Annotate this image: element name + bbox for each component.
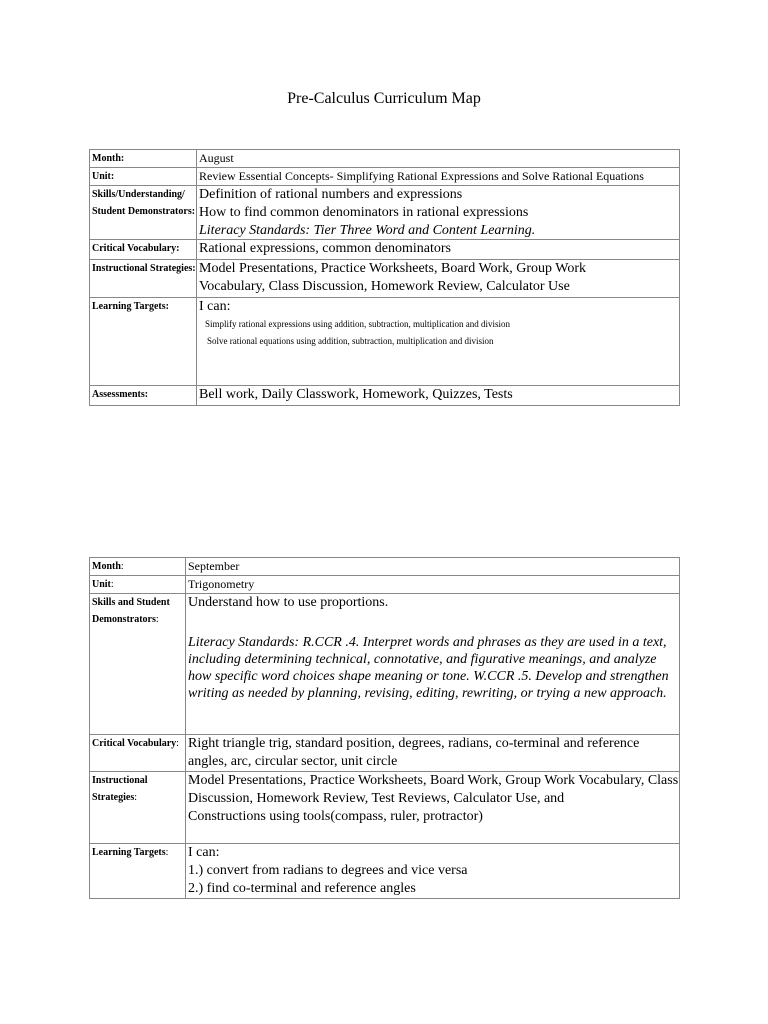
targets-label: Learning Targets: (90, 298, 197, 386)
row-skills (90, 594, 680, 735)
row-month (90, 558, 680, 576)
row-targets (90, 298, 680, 386)
skills-value (186, 594, 680, 735)
row-unit (90, 576, 680, 594)
vocab-value: Right triangle trig, standard position, degrees, radians, co-terminal and reference angles, arc, circular sector, unit circle (186, 735, 680, 772)
page-title: Pre-Calculus Curriculum Map (287, 90, 481, 107)
skills-line: Understand how to use proportions. (188, 595, 389, 610)
strategy-line: Constructions using tools(compass, ruler, protractor) (188, 809, 483, 824)
assessments-value: Bell work, Daily Classwork, Homework, Quizzes, Tests (197, 386, 680, 406)
row-skills (90, 186, 680, 240)
targets-value (197, 298, 680, 386)
targets-value (186, 844, 680, 899)
assessments-label: Assessments: (90, 386, 197, 406)
row-targets (90, 844, 680, 899)
unit-value: Review Essential Concepts- Simplifying Rational Expressions and Solve Rational Equations (197, 168, 680, 186)
row-month (90, 150, 680, 168)
targets-intro: I can: (188, 845, 220, 860)
targets-intro: I can: (199, 299, 231, 314)
row-assessments (90, 386, 680, 406)
row-strategies (90, 260, 680, 298)
row-vocab (90, 240, 680, 260)
unit-label: Unit: (90, 168, 197, 186)
target-item: Solve rational equations using addition, subtraction, multiplication and division (207, 336, 494, 346)
strategies-value (197, 260, 680, 298)
skills-label: Skills and Student Demonstrators: (90, 594, 186, 735)
month-label: Month: (90, 558, 186, 576)
row-vocab (90, 735, 680, 772)
strategies-label: Instructional Strategies: (90, 260, 197, 298)
vocab-value: Rational expressions, common denominators (197, 240, 680, 260)
curriculum-table-august (89, 149, 680, 406)
vocab-label: Critical Vocabulary: (90, 240, 197, 260)
strategies-label: Instructional Strategies: (90, 772, 186, 844)
curriculum-table-september (89, 557, 680, 899)
vocab-label: Critical Vocabulary: (90, 735, 186, 772)
target-item: 1.) convert from radians to degrees and vice versa (188, 863, 468, 878)
strategy-line: Model Presentations, Practice Worksheets, Board Work, Group Work (199, 261, 586, 276)
strategy-line: Vocabulary, Class Discussion, Homework Review, Calculator Use (199, 279, 570, 294)
month-label: Month: (90, 150, 197, 168)
month-value: September (186, 558, 680, 576)
unit-label: Unit: (90, 576, 186, 594)
literacy-standards: Literacy Standards: R.CCR .4. Interpret words and phrases as they are used in a text, including determining technical, connotative, and figurative meanings, and analyze how specific word choices shape meaning or tone. W.CCR .5. Develop and strengthen writing as needed by planning, revising, editing, rewriting, or trying a new approach. (188, 635, 669, 701)
row-strategies (90, 772, 680, 844)
literacy-standards: Literacy Standards: Tier Three Word and Content Learning. (199, 223, 536, 238)
skills-label: Skills/Understanding/ Student Demonstrators: (90, 186, 197, 240)
targets-label: Learning Targets: (90, 844, 186, 899)
target-item: Simplify rational expressions using addition, subtraction, multiplication and division (205, 319, 510, 329)
unit-value: Trigonometry (186, 576, 680, 594)
skills-value (197, 186, 680, 240)
target-item: 2.) find co-terminal and reference angles (188, 881, 416, 896)
skills-line: Definition of rational numbers and expressions (199, 187, 463, 202)
row-unit (90, 168, 680, 186)
month-value: August (197, 150, 680, 168)
strategies-value (186, 772, 680, 844)
skills-line: How to find common denominators in rational expressions (199, 205, 529, 220)
strategy-line: Model Presentations, Practice Worksheets, Board Work, Group Work Vocabulary, Class Discussion, Homework Review, Test Reviews, Calculator Use, and (188, 773, 679, 806)
